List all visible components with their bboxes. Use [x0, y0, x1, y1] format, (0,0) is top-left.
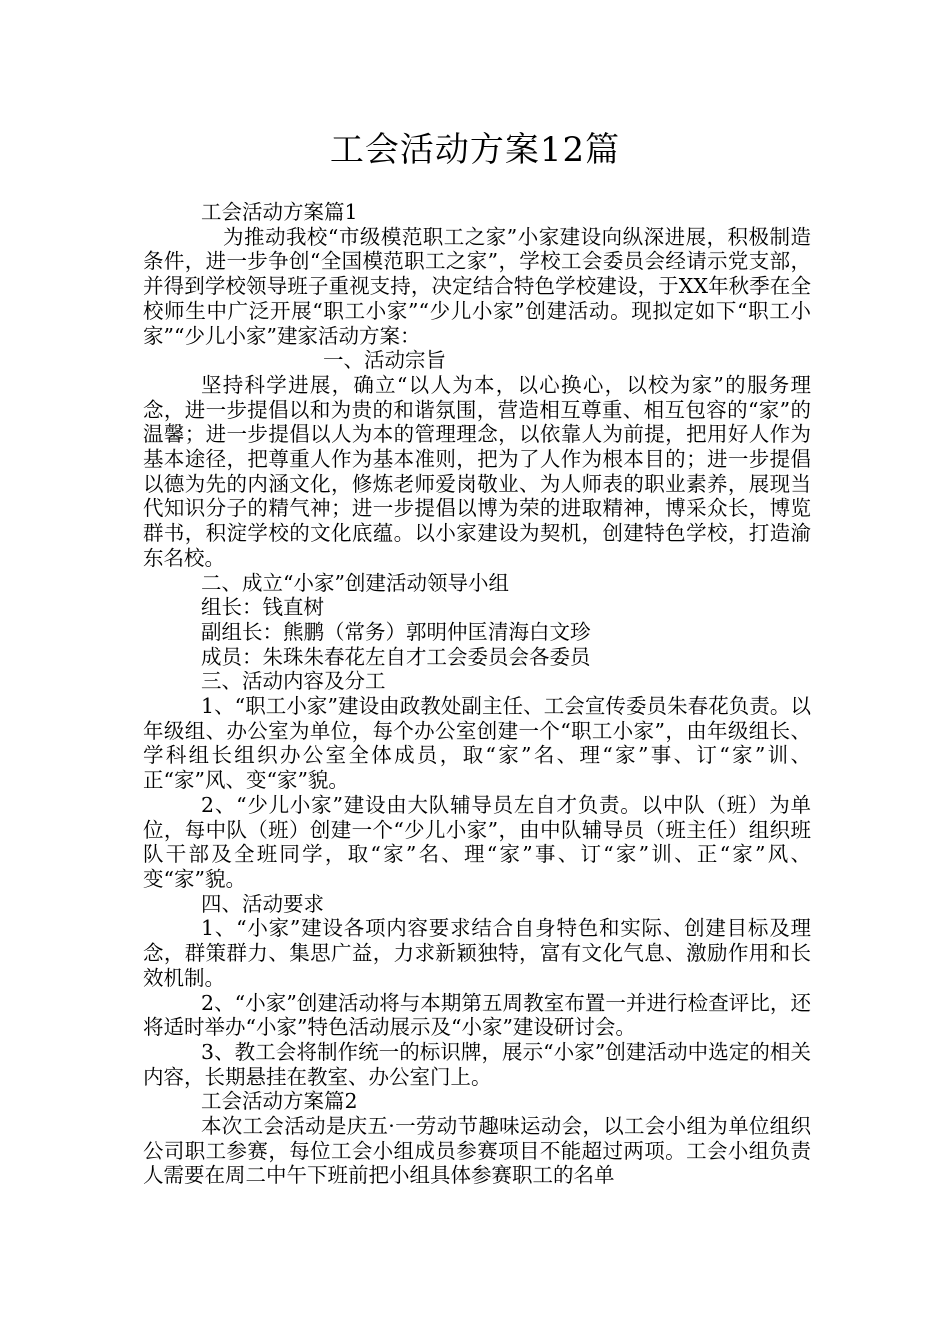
- document-body: [143, 200, 811, 1188]
- paragraph: 三、活动内容及分工: [201, 669, 386, 694]
- paragraph: 3、教工会将制作统一的标识牌，展示“小家”创建活动中选定的相关内容，长期悬挂在教室、办公室门上。: [143, 1039, 811, 1089]
- paragraph: 工会活动方案篇1: [201, 200, 358, 224]
- paragraph: 组长：钱直树: [201, 595, 324, 620]
- paragraph: 一、活动宗旨: [323, 348, 446, 373]
- paragraph: 二、成立“小家”创建活动领导小组: [201, 570, 509, 595]
- paragraph: 2、“少儿小家”建设由大队辅导员左自才负责。以中队（班）为单位，每中队（班）创建一个“少儿小家”，由中队辅导员（班主任）组织班队干部及全班同学，取“家”名、理“家”事、订“家”训、正“家”风、变“家”貌。: [143, 792, 811, 891]
- paragraph: 为推动我校“市级模范职工之家”小家建设向纵深进展，积极制造条件，进一步争创“全国模范职工之家”，学校工会委员会经请示党支部，并得到学校领导班子重视支持，决定结合特色学校建设，于XX年秋季在全校师生中广泛开展“职工小家”“少儿小家”创建活动。现拟定如下“职工小家”“少儿小家”建家活动方案：: [143, 224, 811, 348]
- paragraph: 1、“职工小家”建设由政教处副主任、工会宣传委员朱春花负责。以年级组、办公室为单位，每个办公室创建一个“职工小家”，由年级组长、学科组长组织办公室全体成员，取“家”名、理“家”事、订“家”训、正“家”风、变“家”貌。: [143, 694, 811, 793]
- paragraph: 坚持科学进展，确立“以人为本，以心换心，以校为家”的服务理念，进一步提倡以和为贵的和谐氛围，营造相互尊重、相互包容的“家”的温馨；进一步提倡以人为本的管理理念，以依靠人为前提，把用好人作为基本途径，把尊重人作为基本准则，把为了人作为根本目的；进一步提倡以德为先的内涵文化，修炼老师爱岗敬业、为人师表的职业素养，展现当代知识分子的精气神；进一步提倡以博为荣的进取精神，博采众长，博览群书，积淀学校的文化底蕴。以小家建设为契机，创建特色学校，打造渝东名校。: [143, 372, 811, 570]
- paragraph: 成员：朱珠朱春花左自才工会委员会各委员: [201, 644, 591, 669]
- paragraph: 本次工会活动是庆五·一劳动节趣味运动会，以工会小组为单位组织公司职工参赛，每位工会小组成员参赛项目不能超过两项。工会小组负责人需要在周二中午下班前把小组具体参赛职工的名单: [143, 1114, 811, 1188]
- paragraph: 副组长：熊鹏（常务）郭明仲匡清海白文珍: [201, 619, 591, 644]
- paragraph: 2、“小家”创建活动将与本期第五周教室布置一并进行检查评比，还将适时举办“小家”特色活动展示及“小家”建设研讨会。: [143, 990, 811, 1040]
- paragraph: 工会活动方案篇2: [201, 1089, 358, 1114]
- document-title: 工会活动方案12篇: [329, 130, 621, 170]
- paragraph: 1、“小家”建设各项内容要求结合自身特色和实际、创建目标及理念，群策群力、集思广益，力求新颖独特，富有文化气息、激励作用和长效机制。: [143, 916, 811, 990]
- paragraph: 四、活动要求: [201, 891, 324, 916]
